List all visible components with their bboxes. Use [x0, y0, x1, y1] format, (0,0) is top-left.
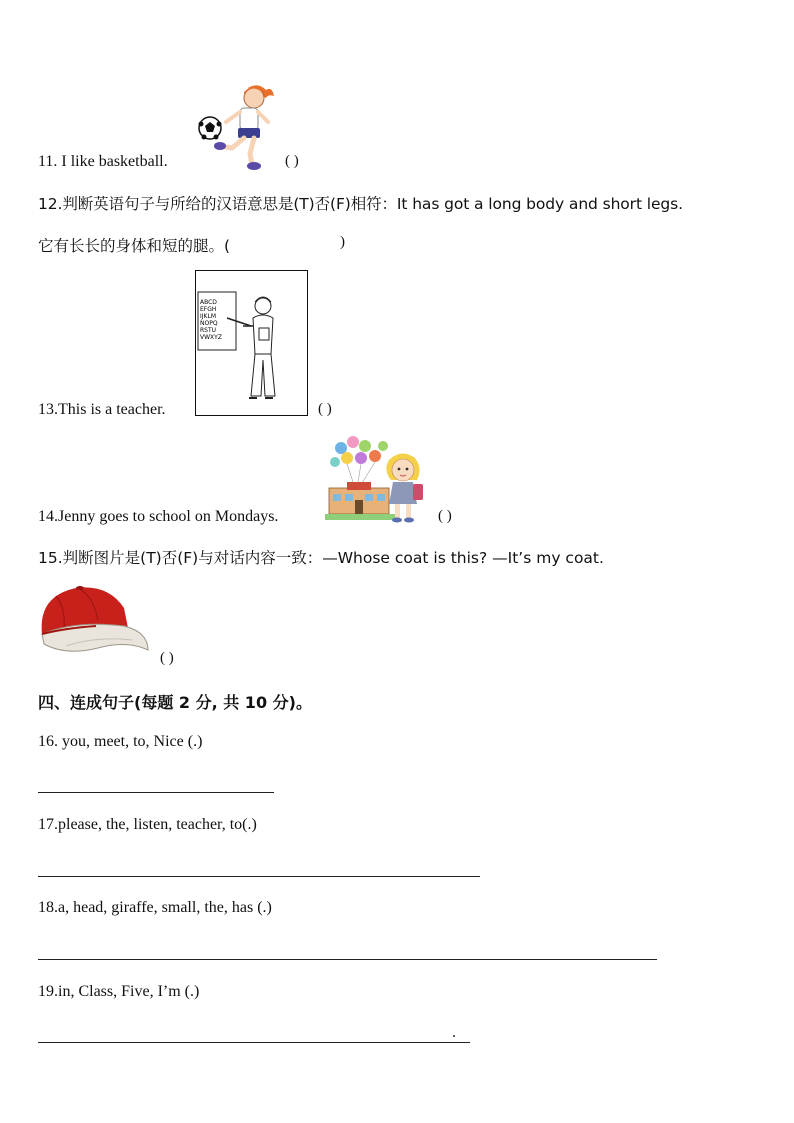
- question-18-text: 18.a, head, giraffe, small, the, has (.): [38, 899, 272, 916]
- question-19: [38, 983, 199, 1001]
- question-18: [38, 899, 272, 917]
- chart-letters-1: ABCD: [200, 299, 217, 306]
- answer-paren-15: ( ): [160, 650, 174, 666]
- answer-paren-12-close: ): [340, 234, 345, 250]
- question-19-text: 19.in, Class, Five, I’m (.): [38, 983, 200, 1000]
- answer-line-19[interactable]: [38, 1042, 470, 1043]
- question-14: [38, 508, 278, 526]
- question-17-text: 17.please, the, listen, teacher, to(.): [38, 816, 257, 833]
- answer-paren-14: ( ): [438, 508, 452, 524]
- question-16-text: 16. you, meet, to, Nice (.): [38, 733, 203, 750]
- question-16: [38, 733, 202, 751]
- question-12-chinese: [38, 234, 230, 256]
- question-12: [38, 192, 683, 214]
- answer-end-mark-19: .: [452, 1024, 456, 1041]
- chart-letters-4: NOPQ: [200, 320, 218, 327]
- question-13-text: 13.This is a teacher.: [38, 401, 166, 418]
- question-15-text: 15.判断图片是(T)否(F)与对话内容一致：—Whose coat is this? —It’s my coat.: [38, 549, 604, 567]
- answer-line-16[interactable]: [38, 792, 274, 793]
- question-11: [38, 153, 168, 171]
- girl-school-balloons-illustration: [325, 434, 431, 526]
- question-11-text: 11. I like basketball.: [38, 153, 168, 170]
- question-12-text: 12.判断英语句子与所给的汉语意思是(T)否(F)相符：It has got a long body and short legs.: [38, 195, 683, 213]
- chart-letters-6: VWXYZ: [200, 334, 222, 341]
- red-cap-illustration: [36, 582, 152, 664]
- question-14-text: 14.Jenny goes to school on Mondays.: [38, 508, 279, 525]
- answer-paren-13: ( ): [318, 401, 332, 417]
- question-13: [38, 401, 166, 419]
- section-4-title-text: 四、连成句子(每题 2 分, 共 10 分)。: [38, 693, 312, 712]
- chart-letters-5: RSTU: [200, 327, 217, 334]
- chart-letters-2: EFGH: [200, 306, 217, 313]
- girl-soccer-illustration: [196, 82, 276, 172]
- chart-letters-3: IJKLM: [200, 313, 216, 320]
- question-15: [38, 546, 604, 568]
- answer-line-17[interactable]: [38, 876, 480, 877]
- answer-paren-11: ( ): [285, 153, 299, 169]
- question-17: [38, 816, 257, 834]
- question-12-sub: 它有长长的身体和短的腿。(: [38, 237, 231, 255]
- answer-line-18[interactable]: [38, 959, 657, 960]
- section-4-title: [38, 690, 312, 713]
- teacher-illustration: [195, 270, 308, 416]
